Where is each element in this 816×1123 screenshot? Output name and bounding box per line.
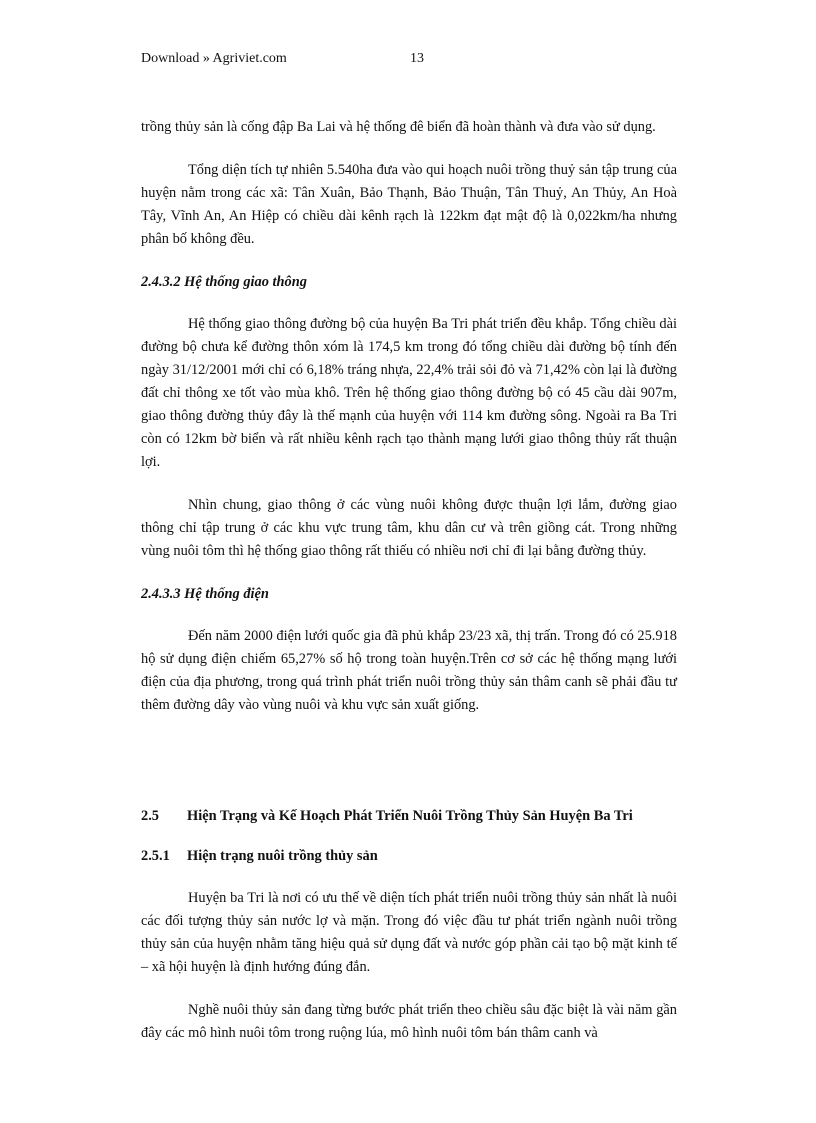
page-header-source: Download » Agriviet.com — [141, 51, 287, 66]
heading-2-4-3-3: 2.4.3.3 Hệ thống điện — [141, 586, 269, 602]
paragraph-natural-area: Tổng diện tích tự nhiên 5.540ha đưa vào qui hoạch nuôi trồng thuỷ sản tập trung của huyện nằm trong các xã: Tân Xuân, Bảo Thạnh, Bảo Thuận, Tân Thuỷ, An Thủy, An Hoà Tây, Vĩnh An, An Hiệp có chiều dài kênh rạch là 122km đạt mật độ là 0,022km/ha nhưng phân bố không đều. — [141, 162, 677, 247]
page-content — [141, 116, 677, 1045]
paragraph-aquaculture-development: Nghề nuôi thủy sản đang từng bước phát triển theo chiều sâu đặc biệt là vài năm gần đây các mô hình nuôi tôm trong ruộng lúa, mô hình nuôi tôm bán thâm canh và — [141, 1002, 677, 1041]
paragraph-aquaculture-advantage: Huyện ba Tri là nơi có ưu thế về diện tích phát triển nuôi trồng thủy sản nhất là nuôi các đối tượng thủy sản nước lợ và mặn. Trong đó việc đầu tư phát triển ngành nuôi trồng thủy sản của huyện nhằm tăng hiệu quả sử dụng đất và nước góp phần cải tạo bộ mặt kinh tế – xã hội huyện là định hướng đúng đắn. — [141, 890, 677, 975]
heading-2-5-1-number: 2.5.1 — [141, 848, 170, 864]
heading-2-5-1-title: Hiện trạng nuôi trồng thủy sản — [187, 848, 378, 864]
page-number: 13 — [410, 51, 424, 66]
heading-2-4-3-2: 2.4.3.2 Hệ thống giao thông — [141, 274, 307, 290]
paragraph-electricity: Đến năm 2000 điện lưới quốc gia đã phủ khắp 23/23 xã, thị trấn. Trong đó có 25.918 hộ sử dụng điện chiếm 65,27% số hộ trong toàn huyện.Trên cơ sở các hệ thống mạng lưới điện của địa phương, trong quá trình phát triển nuôi trồng thủy sản thâm canh sẽ phải đầu tư thêm đường dây vào vùng nuôi và khu vực sản xuất giống. — [141, 628, 677, 713]
heading-2-5-title: Hiện Trạng và Kế Hoạch Phát Triển Nuôi Trồng Thủy Sản Huyện Ba Tri — [187, 808, 633, 824]
heading-2-5 — [141, 805, 677, 827]
paragraph-transport-overview: Nhìn chung, giao thông ở các vùng nuôi không được thuận lợi lắm, đường giao thông chỉ tập trung ở các khu vực trung tâm, khu dân cư và trên giồng cát. Trong những vùng nuôi tôm thì hệ thống giao thông rất thiếu có nhiều nơi chỉ đi lại bằng đường thủy. — [141, 497, 677, 559]
heading-2-5-number: 2.5 — [141, 808, 159, 824]
paragraph-road-system: Hệ thống giao thông đường bộ của huyện Ba Tri phát triển đều khắp. Tổng chiều dài đường bộ chưa kể đường thôn xóm là 174,5 km trong đó tổng chiều dài đường bộ tính đến ngày 31/12/2001 mới chỉ có 6,18% tráng nhựa, 22,4% trải sỏi đỏ và 71,42% còn lại là đường đất chỉ thông xe tốt vào mùa khô. Trên hệ thống giao thông đường bộ có 45 cầu dài 907m, giao thông đường thủy đây là thế mạnh của huyện với 114 km đường sông. Ngoài ra Ba Tri còn có 12km bờ biển và rất nhiều kênh rạch tạo thành mạng lưới giao thông thủy rất thuận lợi. — [141, 316, 677, 470]
paragraph-continuation: trồng thủy sản là cống đập Ba Lai và hệ thống đê biển đã hoàn thành và đưa vào sử dụng. — [141, 119, 656, 135]
heading-2-5-1 — [141, 845, 677, 867]
